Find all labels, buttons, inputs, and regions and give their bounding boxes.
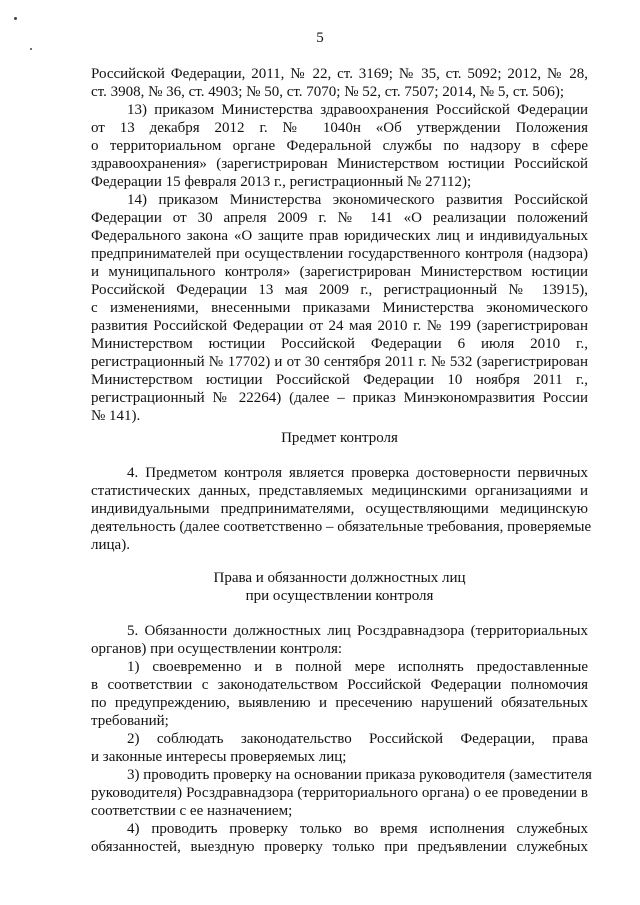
text-line: индивидуальными предпринимателями, осуществляющими медицинскую <box>91 501 588 517</box>
text-line: руководителя) Росздравнадзора (территориального органа) о ее проведении в <box>91 785 588 801</box>
text-line: с изменениями, внесенными приказами Министерства экономического <box>91 300 588 316</box>
text-line: Российской Федерации, 2011, № 22, ст. 3169; № 35, ст. 5092; 2012, № 28, <box>91 66 588 82</box>
body-text-section1 <box>91 464 592 554</box>
text-line: 1) своевременно и в полной мере исполнять предоставленные <box>127 659 588 675</box>
text-line: ст. 3908, № 36, ст. 4903; № 50, ст. 7070; № 52, ст. 7507; 2014, № 5, ст. 506); <box>91 84 565 100</box>
text-line: развития Российской Федерации от 24 мая 2010 г. № 199 (зарегистрирован <box>91 318 588 334</box>
page-number: 5 <box>316 30 324 46</box>
text-line: 5. Обязанности должностных лиц Росздравнадзора (территориальных <box>127 623 588 639</box>
body-text-section2 <box>91 622 592 856</box>
body-text-intro <box>91 65 588 425</box>
text-line: 13) приказом Министерства здравоохранения Российской Федерации <box>127 102 588 118</box>
text-line: № 141). <box>91 408 141 424</box>
text-line: предпринимателей при осуществлении государственного контроля (надзора) <box>91 246 588 262</box>
text-line: Российской Федерации 13 мая 2009 г., регистрационный № 13915), <box>91 282 588 298</box>
text-line: лица). <box>91 537 130 553</box>
text-line: Министерством юстиции Российской Федерации 10 ноября 2011 г., <box>91 372 588 388</box>
text-line: в соответствии с законодательством Российской Федерации полномочия <box>91 677 588 693</box>
text-line: регистрационный № 17702) и от 30 сентября 2011 г. № 532 (зарегистрирован <box>91 354 588 370</box>
section-heading-subject: Предмет контроля <box>281 430 398 446</box>
text-line: Федерации от 30 апреля 2009 г. № 141 «О реализации положений <box>91 210 588 226</box>
text-line: 2) соблюдать законодательство Российской Федерации, права <box>127 731 588 747</box>
text-line: Федерального закона «О защите прав юридических лиц и индивидуальных <box>91 228 588 244</box>
text-line: соответствии с ее назначением; <box>91 803 293 819</box>
text-line: и муниципального контроля» (зарегистрирован Министерством юстиции <box>91 264 588 280</box>
scan-speck <box>30 48 32 50</box>
text-line: 3) проводить проверку на основании приказа руководителя (заместителя <box>127 767 592 783</box>
text-line: здравоохранения» (зарегистрирован Министерством юстиции Российской <box>91 156 588 172</box>
text-line: статистических данных, представляемых медицинскими организациями и <box>91 483 588 499</box>
text-line: Министерством юстиции Российской Федерации 6 июля 2010 г., <box>91 336 588 352</box>
text-line: деятельность (далее соответственно – обязательные требования, проверяемые <box>91 519 592 535</box>
section-heading-rights-line1: Права и обязанности должностных лиц <box>213 570 466 586</box>
text-line: о территориальном органе Федеральной службы по надзору в сфере <box>91 138 588 154</box>
section-heading-rights-line2: при осуществлении контроля <box>245 588 434 604</box>
text-line: обязанностей, выездную проверку только при предъявлении служебных <box>91 839 588 855</box>
text-line: по предупреждению, выявлению и пресечению нарушений обязательных <box>91 695 588 711</box>
text-line: 4) проводить проверку только во время исполнения служебных <box>127 821 588 837</box>
text-line: требований; <box>91 713 169 729</box>
text-line: от 13 декабря 2012 г. № 1040н «Об утверждении Положения <box>91 120 588 136</box>
text-line: регистрационный № 22264) (далее – приказ Минэкономразвития России <box>91 390 588 406</box>
text-line: Федерации 15 февраля 2013 г., регистрационный № 27112); <box>91 174 472 190</box>
text-line: 14) приказом Министерства экономического развития Российской <box>127 192 588 208</box>
scan-speck <box>14 17 17 20</box>
text-line: органов) при осуществлении контроля: <box>91 641 343 657</box>
text-line: и законные интересы проверяемых лиц; <box>91 749 347 765</box>
text-line: 4. Предметом контроля является проверка достоверности первичных <box>127 465 588 481</box>
